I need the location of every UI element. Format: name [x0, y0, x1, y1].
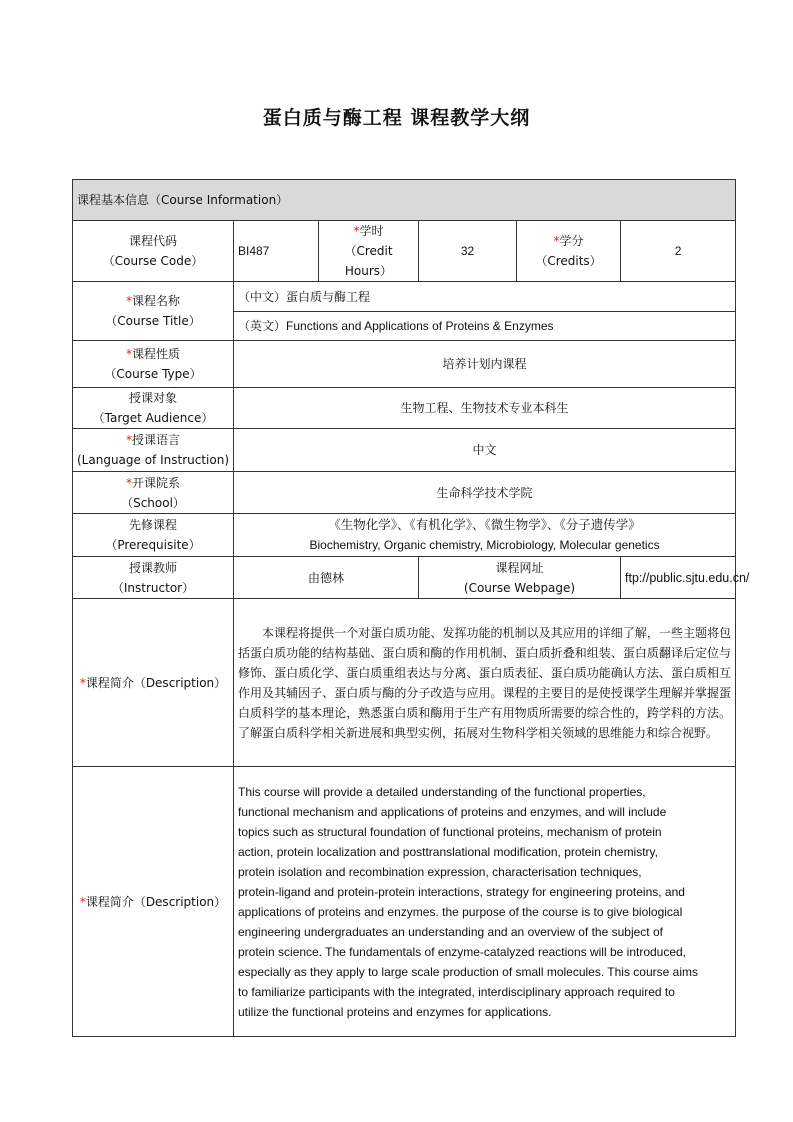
credit-hours-label-cn: 学时 [359, 224, 384, 238]
credits-label [517, 221, 621, 282]
credit-hours-label-en: （Credit Hours） [344, 244, 393, 278]
prerequisite-value-cn: 《生物化学》、《有机化学》、《微生物学》、《分子遗传学》 [328, 517, 641, 532]
target-audience-value: 生物工程、生物技术专业本科生 [234, 388, 736, 429]
school-label [73, 472, 234, 514]
description-en-text [234, 767, 736, 1037]
target-audience-label-cn: 授课对象 [128, 391, 177, 405]
description-en-label-text: 课程简介（Description） [85, 894, 227, 909]
description-cn-row [73, 599, 736, 767]
course-title-en-prefix: （英文） [238, 319, 287, 333]
description-cn-label-text: 课程简介（Description） [85, 675, 227, 690]
required-mark: * [125, 433, 132, 447]
language-value: 中文 [234, 429, 736, 472]
prerequisite-label-cn: 先修课程 [128, 518, 177, 532]
description-en-line: engineering undergraduates an understanding and an overview of the subject of [238, 924, 663, 939]
instructor-value: 由德林 [234, 557, 419, 599]
description-en-label [73, 767, 234, 1037]
prerequisite-label-en: （Prerequisite） [105, 538, 201, 552]
course-code-label [73, 221, 234, 282]
course-type-label [73, 341, 234, 388]
description-en-line: protein-ligand and protein-protein interactions, strategy for engineering proteins, and [238, 884, 685, 899]
description-cn-label [73, 599, 234, 767]
course-title-cn-prefix: （中文） [238, 289, 287, 304]
required-mark: * [125, 347, 132, 361]
course-title-en [234, 312, 736, 341]
section-header: 课程基本信息（Course Information） [73, 180, 736, 221]
instructor-label [73, 557, 234, 599]
required-mark: * [125, 475, 132, 490]
school-value: 生命科学技术学院 [234, 472, 736, 514]
school-row [73, 472, 736, 514]
description-en-line: topics such as structural foundation of functional proteins, mechanism of protein [238, 824, 662, 839]
audience-row [73, 388, 736, 429]
course-title-label-cn: 课程名称 [131, 294, 180, 308]
credits-label-cn: 学分 [559, 234, 584, 248]
school-label-cn: 开课院系 [131, 475, 180, 490]
language-row [73, 429, 736, 472]
credits-label-en: （Credits） [535, 254, 602, 268]
instructor-row [73, 557, 736, 599]
description-en-line: action, protein localization and posttranslational modification, protein chemistry, [238, 844, 658, 859]
webpage-label-en: (Course Webpage) [463, 580, 576, 595]
required-mark: * [79, 894, 86, 909]
description-en-row [73, 767, 736, 1037]
description-cn-text: 本课程将提供一个对蛋白质功能、发挥功能的机制以及其应用的详细了解，一些主题将包括蛋白质功能的结构基础、蛋白质和酶的作用机制、蛋白质折叠和组装、蛋白质翻译后定位与修饰、蛋白质化学、蛋白质重组表达与分离、蛋白质表征、蛋白质功能确认方法、蛋白质相互作用及其辅因子、蛋白质与酶的分子改造与应用。课程的主要目的是使授课学生理解并掌握蛋白质科学的基本理论，熟悉蛋白质和酶用于生产有用物质所需要的综合性的，跨学科的方法。了解蛋白质科学相关新进展和典型实例，拓展对生物科学相关领域的思维能力和综合视野。 [234, 599, 736, 767]
target-audience-label [73, 388, 234, 429]
course-code-label-en: （Course Code） [102, 254, 204, 268]
course-title-label [73, 282, 234, 341]
target-audience-label-en: （Target Audience） [92, 411, 214, 425]
prerequisite-value-en: Biochemistry, Organic chemistry, Microbiology, Molecular genetics [309, 538, 660, 552]
credit-hours-value: 32 [419, 221, 517, 282]
required-mark: * [125, 294, 132, 308]
course-title-cn [234, 282, 736, 312]
course-title-en-value: Functions and Applications of Proteins & Enzymes [286, 319, 554, 333]
prerequisite-row [73, 514, 736, 557]
webpage-label-cn: 课程网址 [495, 560, 544, 575]
instructor-label-cn: 授课教师 [128, 560, 177, 575]
description-en-line: especially as they apply to large scale production of small molecules. This course aims [238, 964, 698, 979]
instructor-label-en: （Instructor） [111, 580, 195, 595]
webpage-link[interactable]: ftp://public.sjtu.edu.cn/ [621, 557, 736, 599]
description-en-line: This course will provide a detailed understanding of the functional properties, [238, 784, 646, 799]
course-title-cn-value: 蛋白质与酶工程 [286, 289, 371, 304]
webpage-label [419, 557, 621, 599]
course-code-value: BI487 [234, 221, 319, 282]
credits-value: 2 [621, 221, 736, 282]
section-header-row [73, 180, 736, 221]
description-en-line: applications of proteins and enzymes. the purpose of the course is to give biological [238, 904, 683, 919]
required-mark: * [553, 234, 560, 248]
course-type-value: 培养计划内课程 [234, 341, 736, 388]
course-type-label-en: （Course Type） [104, 367, 202, 381]
document-title: 蛋白质与酶工程 课程教学大纲 [262, 107, 531, 129]
description-en-line: to familiarize participants with the integrated, interdisciplinary approach required to [238, 984, 675, 999]
course-code-label-cn: 课程代码 [128, 234, 177, 248]
type-row [73, 341, 736, 388]
required-mark: * [353, 224, 360, 238]
prerequisite-label [73, 514, 234, 557]
description-en-line: protein isolation and recombination expression, characterisation techniques, [238, 864, 642, 879]
language-label-en: (Language of Instruction) [77, 453, 230, 467]
prerequisite-value [234, 514, 736, 557]
code-row [73, 221, 736, 282]
course-title-label-en: （Course Title） [105, 314, 201, 328]
description-en-line: protein science. The fundamentals of enzyme-catalyzed reactions will be introduced, [238, 944, 687, 959]
required-mark: * [79, 675, 86, 690]
course-info-table [72, 179, 750, 1037]
language-label-cn: 授课语言 [131, 433, 180, 447]
title-cn-row [73, 282, 736, 312]
school-label-en: （School） [121, 495, 185, 510]
description-en-line: utilize the functional proteins and enzymes for applications. [238, 1004, 552, 1019]
description-en-line: functional mechanism and applications of proteins and enzymes, and will include [238, 804, 667, 819]
credit-hours-label [319, 221, 419, 282]
language-label [73, 429, 234, 472]
course-type-label-cn: 课程性质 [131, 347, 180, 361]
